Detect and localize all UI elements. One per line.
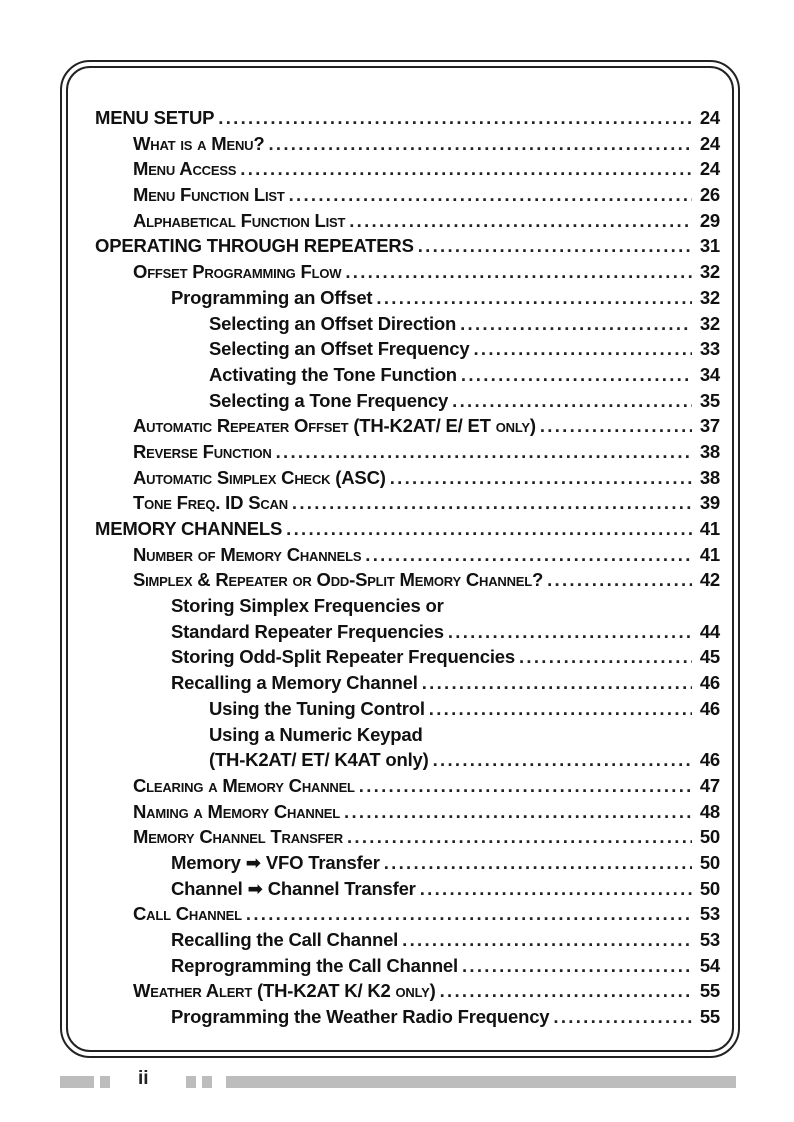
toc-leader xyxy=(359,773,692,799)
toc-page: 54 xyxy=(699,954,720,976)
toc-title: Simplex & Repeater or Odd-Split Memory Channel? xyxy=(133,569,544,591)
toc-leader xyxy=(268,131,692,157)
toc-title: Selecting an Offset Direction xyxy=(209,312,457,334)
toc-page: 55 xyxy=(699,1006,720,1028)
toc-page: 31 xyxy=(699,235,720,257)
toc-leader xyxy=(452,388,692,414)
toc-entry-automatic-repeater-offset[interactable] xyxy=(95,413,720,439)
toc-entry-memory-channels[interactable] xyxy=(95,516,720,542)
toc-title: Recalling a Memory Channel xyxy=(171,672,418,694)
toc-leader xyxy=(440,978,692,1004)
toc-title: Activating the Tone Function xyxy=(209,363,457,385)
toc-entry-automatic-simplex-check[interactable] xyxy=(95,465,720,491)
toc-entry-reprogramming-call-channel[interactable] xyxy=(95,953,720,979)
toc-leader xyxy=(473,336,692,362)
toc-title: Menu Function List xyxy=(133,184,285,206)
toc-title: Weather Alert (TH-K2AT K/ K2 only) xyxy=(133,980,436,1002)
toc-entry-selecting-tone-frequency[interactable] xyxy=(95,388,720,414)
toc-title: Tone Freq. ID Scan xyxy=(133,492,288,514)
toc-page: 24 xyxy=(699,158,720,180)
toc-entry-alphabetical-function-list[interactable] xyxy=(95,208,720,234)
toc-entry-recalling-call-channel[interactable] xyxy=(95,927,720,953)
toc-page: 32 xyxy=(699,312,720,334)
toc-page: 34 xyxy=(699,363,720,385)
toc-page: 53 xyxy=(699,903,720,925)
toc-entry-channel-channel-transfer[interactable] xyxy=(95,876,720,902)
toc-page: 41 xyxy=(699,543,720,565)
toc-title-line2: (TH-K2AT/ ET/ K4AT only) xyxy=(209,749,429,771)
toc-entry-menu-function-list[interactable] xyxy=(95,182,720,208)
toc-entry-naming-memory-channel[interactable] xyxy=(95,799,720,825)
toc-title: Selecting a Tone Frequency xyxy=(209,389,449,411)
toc-leader xyxy=(420,876,692,902)
toc-leader xyxy=(384,850,692,876)
toc-entry-what-is-a-menu[interactable] xyxy=(95,131,720,157)
toc-leader xyxy=(429,696,692,722)
toc-leader xyxy=(289,182,692,208)
toc-title: Channel ➡ Channel Transfer xyxy=(171,877,416,899)
toc-entry-recalling-memory-channel[interactable] xyxy=(95,670,720,696)
toc-leader xyxy=(519,644,692,670)
toc-title: Using the Tuning Control xyxy=(209,697,425,719)
toc-title: Memory Channel Transfer xyxy=(133,826,343,848)
toc-entry-memory-channel-transfer[interactable] xyxy=(95,824,720,850)
toc-leader xyxy=(462,953,692,979)
toc-entry-activating-tone-function[interactable] xyxy=(95,362,720,388)
toc-title-line1: Using a Numeric Keypad xyxy=(209,723,423,745)
toc-page: 46 xyxy=(699,672,720,694)
toc-entry-programming-an-offset[interactable] xyxy=(95,285,720,311)
toc-leader xyxy=(390,465,692,491)
footer-bar-segment xyxy=(60,1076,94,1088)
toc-page: 38 xyxy=(699,440,720,462)
toc-page: 50 xyxy=(699,852,720,873)
toc-title: Programming the Weather Radio Frequency xyxy=(171,1006,550,1028)
toc-page: 50 xyxy=(699,826,720,848)
page-number: ii xyxy=(138,1068,149,1089)
toc-title: Recalling the Call Channel xyxy=(171,929,399,951)
toc-leader xyxy=(433,747,692,773)
toc-title-line2: Standard Repeater Frequencies xyxy=(171,620,444,642)
toc-entry-selecting-offset-direction[interactable] xyxy=(95,311,720,337)
footer-bar-long xyxy=(226,1076,736,1088)
toc-title: OPERATING THROUGH REPEATERS xyxy=(95,235,414,257)
toc-entry-menu-setup[interactable] xyxy=(95,105,720,131)
toc-leader xyxy=(553,1004,692,1030)
toc-leader xyxy=(460,311,692,337)
toc-leader xyxy=(246,901,692,927)
toc-title: Programming an Offset xyxy=(171,286,373,308)
toc-entry-storing-simplex-frequencies[interactable] xyxy=(95,593,720,644)
toc-leader xyxy=(344,799,692,825)
toc-entry-reverse-function[interactable] xyxy=(95,439,720,465)
footer-bar-segment xyxy=(202,1076,212,1088)
toc-leader xyxy=(347,824,692,850)
toc-leader xyxy=(402,927,692,953)
toc-page: 46 xyxy=(699,697,720,719)
toc-title xyxy=(171,593,444,644)
toc-page: 33 xyxy=(699,338,720,360)
toc-title: Reprogramming the Call Channel xyxy=(171,954,458,976)
toc-entry-using-tuning-control[interactable] xyxy=(95,696,720,722)
toc-entry-number-of-memory-channels[interactable] xyxy=(95,542,720,568)
toc-entry-operating-through-repeaters[interactable] xyxy=(95,233,720,259)
toc-page: 41 xyxy=(699,518,720,539)
toc-leader xyxy=(448,619,692,645)
toc-entry-storing-odd-split[interactable] xyxy=(95,644,720,670)
toc-title: Automatic Simplex Check (ASC) xyxy=(133,466,386,488)
toc-page: 53 xyxy=(699,929,720,951)
toc-title: Call Channel xyxy=(133,903,242,925)
toc-page: 45 xyxy=(699,646,720,668)
toc-leader xyxy=(418,233,692,259)
toc-leader xyxy=(349,208,692,234)
toc-page: 32 xyxy=(699,286,720,308)
toc-page: 24 xyxy=(699,132,720,154)
toc-page: 44 xyxy=(699,620,720,642)
toc-page: 50 xyxy=(699,877,720,899)
toc-leader xyxy=(240,156,692,182)
toc-page: 32 xyxy=(699,261,720,283)
toc-title: Alphabetical Function List xyxy=(133,209,346,231)
toc-page: 47 xyxy=(699,774,720,796)
toc-entry-offset-programming-flow[interactable] xyxy=(95,259,720,285)
toc-entry-memory-vfo-transfer[interactable] xyxy=(95,850,720,876)
toc-title: Reverse Function xyxy=(133,440,272,462)
toc-leader xyxy=(286,516,692,542)
toc-title xyxy=(209,722,429,773)
toc-page: 46 xyxy=(699,749,720,771)
toc-title: Menu Access xyxy=(133,158,237,180)
toc-title: Selecting an Offset Frequency xyxy=(209,338,470,360)
footer-bar-segment xyxy=(100,1076,110,1088)
toc-page: 42 xyxy=(699,569,720,591)
toc-page: 29 xyxy=(699,209,720,231)
toc-title: Naming a Memory Channel xyxy=(133,800,341,822)
toc-leader xyxy=(461,362,692,388)
toc-entry-weather-alert[interactable] xyxy=(95,978,720,1004)
toc-entry-menu-access[interactable] xyxy=(95,156,720,182)
toc-title: Offset Programming Flow xyxy=(133,261,342,283)
table-of-contents xyxy=(95,105,720,1030)
toc-page: 48 xyxy=(699,800,720,822)
toc-title: MENU SETUP xyxy=(95,107,215,128)
toc-entry-call-channel[interactable] xyxy=(95,901,720,927)
toc-entry-clearing-memory-channel[interactable] xyxy=(95,773,720,799)
footer-bar-segment xyxy=(186,1076,196,1088)
toc-page: 55 xyxy=(699,980,720,1002)
toc-page: 26 xyxy=(699,184,720,206)
page-footer xyxy=(60,1068,736,1089)
toc-leader xyxy=(422,670,692,696)
toc-page: 38 xyxy=(699,466,720,488)
toc-title: Clearing a Memory Channel xyxy=(133,774,355,796)
toc-entry-simplex-repeater-odd-split[interactable] xyxy=(95,567,720,593)
toc-entry-selecting-offset-frequency[interactable] xyxy=(95,336,720,362)
toc-leader xyxy=(218,105,692,131)
toc-title: Memory ➡ VFO Transfer xyxy=(171,852,380,873)
toc-entry-tone-freq-id-scan[interactable] xyxy=(95,490,720,516)
toc-leader xyxy=(365,542,692,568)
toc-title-line1: Storing Simplex Frequencies or xyxy=(171,595,444,617)
toc-page: 35 xyxy=(699,389,720,411)
toc-title: Storing Odd-Split Repeater Frequencies xyxy=(171,646,515,668)
toc-leader xyxy=(276,439,692,465)
toc-page: 39 xyxy=(699,492,720,514)
toc-leader xyxy=(345,259,692,285)
toc-leader xyxy=(292,490,692,516)
toc-entry-programming-weather-radio[interactable] xyxy=(95,1004,720,1030)
toc-leader xyxy=(540,413,692,439)
toc-page: 37 xyxy=(699,415,720,437)
toc-title: MEMORY CHANNELS xyxy=(95,518,283,539)
toc-page: 24 xyxy=(699,107,720,128)
toc-title: Number of Memory Channels xyxy=(133,543,362,565)
toc-title: Automatic Repeater Offset (TH-K2AT/ E/ ET only) xyxy=(133,415,536,437)
toc-entry-using-numeric-keypad[interactable] xyxy=(95,722,720,773)
toc-title: What is a Menu? xyxy=(133,132,265,154)
toc-leader xyxy=(547,567,692,593)
toc-leader xyxy=(376,285,692,311)
